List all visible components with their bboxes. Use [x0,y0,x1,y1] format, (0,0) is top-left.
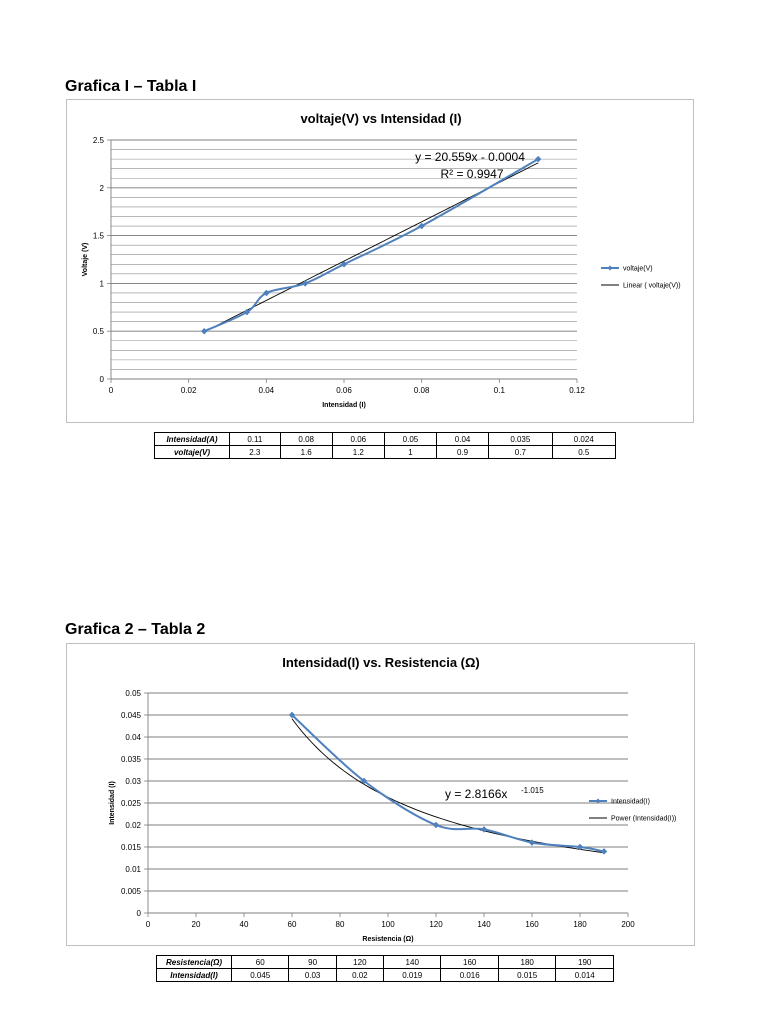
chart-2-frame [66,643,695,946]
table-cell: 0.11 [230,433,281,446]
table-2-row-resistencia [157,956,614,969]
legend-series-label: voltaje(V) [623,265,653,273]
y-tick-label: 0.02 [125,821,141,830]
data-point [201,328,207,334]
x-tick-label: 20 [191,920,201,929]
table-cell: 1.6 [280,446,332,459]
y-tick-label: 0.05 [125,689,141,698]
y-tick-label: 1.5 [92,231,104,241]
table-cell: 0.02 [336,969,383,982]
table-cell: 1.2 [332,446,384,459]
table-cell: 190 [556,956,614,969]
trendline [292,719,604,853]
section-2-heading: Grafica 2 – Tabla 2 [65,621,206,638]
x-tick-label: 0 [108,386,114,395]
x-axis-title: Resistencia (Ω) [362,936,414,943]
table-cell: 0.015 [498,969,555,982]
table-cell: 0.9 [437,446,489,459]
chart-2 [67,644,696,947]
table-cell: 0.5 [552,446,615,459]
y-tick-label: 0 [136,909,141,918]
y-tick-label: 1 [99,279,104,289]
y-tick-label: 0 [99,375,104,384]
x-tick-label: 160 [525,920,539,929]
y-tick-label: 0.03 [125,777,141,786]
x-tick-label: 60 [287,920,297,929]
table-cell: 0.7 [489,446,552,459]
trendline-exponent: -1.015 [521,786,544,795]
x-tick-label: 0.1 [493,386,505,395]
chart-title: voltaje(V) vs Intensidad (I) [300,111,462,126]
table-cell: 140 [383,956,440,969]
table-cell-label: Intensidad(A) [155,433,230,446]
trendline-equation: y = 20.559x - 0.0004 [415,150,525,164]
table-cell: 1 [384,446,436,459]
x-tick-label: 200 [621,920,635,929]
legend-series-label: Intensidad(I) [611,798,650,806]
table-cell: 0.06 [332,433,384,446]
y-tick-label: 0.005 [120,887,141,896]
x-axis-title: Intensidad (I) [322,402,366,409]
x-tick-label: 40 [239,920,249,929]
y-tick-label: 0.015 [120,843,141,852]
y-tick-label: 0.04 [125,733,141,742]
x-tick-label: 0.06 [336,386,352,395]
y-tick-label: 0.5 [92,327,104,337]
chart-1-frame [66,99,694,423]
data-point [433,822,439,828]
table-1-row-voltaje [155,446,616,459]
table-cell: 0.024 [552,433,615,446]
table-cell: 0.035 [489,433,552,446]
legend-trend-label: Linear ( voltaje(V)) [623,282,681,290]
table-cell: 0.03 [289,969,336,982]
x-tick-label: 80 [335,920,345,929]
table-cell: 0.05 [384,433,436,446]
y-tick-label: 0.025 [120,799,141,808]
x-tick-label: 180 [573,920,587,929]
y-tick-label: 0.035 [120,755,141,764]
table-cell-label: Resistencia(Ω) [157,956,232,969]
table-1-row-intensidad [155,433,616,446]
table-2-row-intensidad [157,969,614,982]
chart-1 [67,100,695,424]
y-tick-label: 2.5 [92,136,104,145]
y-tick-label: 0.045 [120,711,141,720]
x-tick-label: 100 [381,920,395,929]
y-axis-title: Voltaje (V) [82,242,89,277]
table-1 [154,432,616,459]
legend-series-marker [608,266,613,271]
table-cell: 90 [289,956,336,969]
x-tick-label: 120 [429,920,443,929]
table-cell: 160 [441,956,498,969]
legend-trend-label: Power (Intensidad(I)) [611,815,677,823]
chart-title: Intensidad(I) vs. Resistencia (Ω) [282,655,480,670]
table-cell: 60 [232,956,289,969]
table-cell: 0.016 [441,969,498,982]
x-tick-label: 0.12 [569,386,585,395]
trendline-r2: R² = 0.9947 [440,167,504,181]
series-line [292,715,604,851]
table-cell-label: Intensidad(I) [157,969,232,982]
table-cell: 0.019 [383,969,440,982]
table-cell: 0.08 [280,433,332,446]
x-tick-label: 140 [477,920,491,929]
y-tick-label: 2 [99,183,104,193]
table-cell: 0.04 [437,433,489,446]
data-point [302,280,308,286]
y-tick-label: 0.01 [125,865,141,874]
table-2 [156,955,614,982]
section-1-heading: Grafica I – Tabla I [65,78,197,95]
trendline-equation: y = 2.8166x [445,787,508,801]
table-cell-label: voltaje(V) [155,446,230,459]
x-tick-label: 0.04 [258,386,275,395]
table-cell: 180 [498,956,555,969]
table-cell: 120 [336,956,383,969]
table-cell: 0.045 [232,969,289,982]
table-cell: 2.3 [230,446,281,459]
y-axis-title: Intensidad (I) [109,781,116,825]
x-tick-label: 0 [145,920,151,929]
data-point [601,848,607,854]
table-cell: 0.014 [556,969,614,982]
x-tick-label: 0.02 [180,386,197,395]
x-tick-label: 0.08 [413,386,430,395]
